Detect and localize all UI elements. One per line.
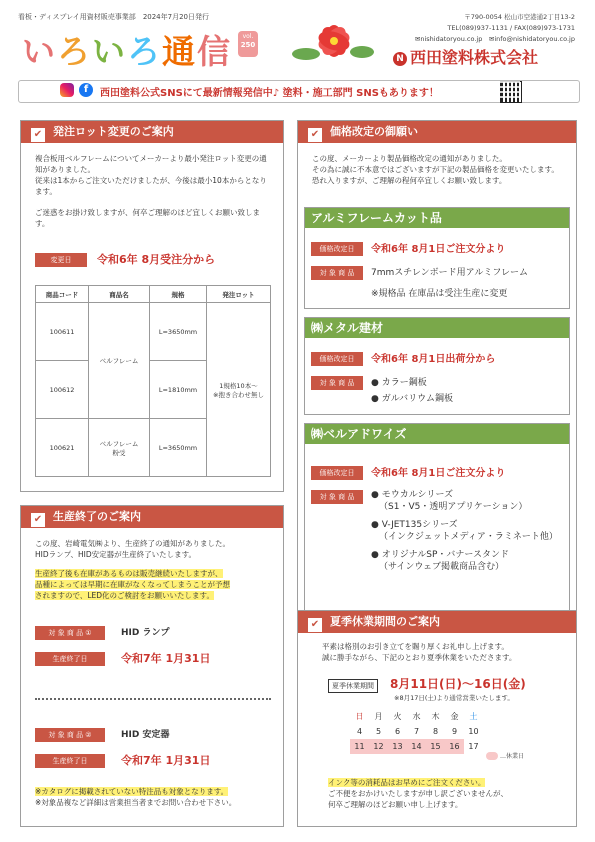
target-tag: 対 象 商 品 — [311, 490, 363, 504]
divider — [35, 698, 271, 700]
target-note: ※規格品 在庫品は受注生産に変更 — [371, 289, 508, 299]
end-date-2: 令和7年 1月31日 — [121, 754, 211, 767]
summer-closing-text: インク等の消耗品はお早めにご注文ください。 ご不便をおかけいたしますが申し訳ございませんが、 何卒ご理解のほどお願い申し上げます。 — [328, 778, 508, 809]
title-char: 通 — [162, 32, 197, 71]
section-metal-kenzai — [304, 317, 570, 415]
price-revision-header: ✔ 価格改定の御願い — [298, 121, 576, 143]
revision-date-tag: 価格改定日 — [311, 352, 363, 366]
section-title: ㈱メタル建材 — [305, 318, 569, 338]
change-date: 令和6年 8月受注分から — [97, 253, 216, 266]
instagram-icon[interactable] — [60, 83, 74, 97]
target-item: 7mmスチレンボード用アルミフレーム — [371, 268, 528, 278]
discontinue-header: ✔ 生産終了のご案内 — [21, 506, 283, 528]
price-revision-panel — [297, 120, 577, 617]
title-char: ろ — [57, 32, 92, 71]
check-icon: ✔ — [308, 128, 322, 142]
section-title: アルミフレームカット品 — [305, 208, 569, 228]
end-date-2-tag: 生産終了日 — [35, 754, 105, 768]
table-row: 100611 ベルフレーム L=3650mm 1規格10本～ ※抱き合わせ無し — [36, 303, 271, 361]
col-name: 商品名 — [89, 286, 150, 303]
sns-text: 西田塗料公式SNSにて最新情報発信中♪ 塗料・施工部門 SNSもあります！ — [100, 88, 439, 99]
target-item: ● モウカルシリーズ （S1・V5・透明アプリケーション） — [371, 490, 528, 512]
discontinue-panel — [20, 505, 284, 827]
target-tag: 対 象 商 品 — [311, 266, 363, 280]
discontinue-text: この度、岩崎電気㈱より、生産終了の通知がありました。 HIDランプ、HID安定器が生産終了いたします。 生産終了後も在庫があるものは販売継続いたしますが、 品種によっては早期に在庫がなくなってしまうことが予想 されますので、LED化のご検討をお願いいたします。 — [35, 539, 230, 600]
target-item-1: HID ランプ — [121, 628, 170, 638]
col-lot: 発注ロット — [207, 286, 271, 303]
holiday-calendar — [350, 709, 483, 754]
section-bell-adwise — [304, 423, 570, 611]
publisher-line: 看板・ディスプレイ用資材販売事業部 2024年7月20日発行 — [18, 13, 209, 21]
company-address: 〒790-0054 松山市空港通2丁目13-2 TEL(089)937-1131 / FAX(089)973-1731 ✉nishidatoryou.co.jp ✉info@nishidatoryou.co.jp — [414, 13, 575, 43]
end-date-1-tag: 生産終了日 — [35, 652, 105, 666]
discontinue-notes: ※カタログに掲載されていない特注品も対象となります。 ※対象品複など詳細は営業担当者までお問い合わせ下さい。 — [35, 787, 237, 807]
calendar-weekdays: 日 月 火 水 木 金 土 — [355, 712, 478, 721]
title-char: い — [92, 32, 127, 71]
title-char: ろ — [127, 32, 162, 71]
target-item-2: HID 安定器 — [121, 730, 170, 740]
calendar-week: 4 5 6 7 8 9 10 — [356, 727, 479, 736]
summer-holiday-text: 平素は格別のお引き立てを賜り厚くお礼申し上げます。 誠に勝手ながら、下記のとおり夏季休業をいたださます。 — [322, 642, 517, 662]
lot-table — [35, 285, 271, 477]
check-icon: ✔ — [31, 128, 45, 142]
period-tag: 夏季休業期間 — [328, 679, 378, 693]
period-note: ※8月17日(土)より通常営業いたします。 — [394, 694, 514, 702]
calendar-week: 11 12 13 14 15 16 17 — [350, 739, 483, 754]
newsletter-title — [22, 26, 232, 73]
table-header-row — [36, 286, 271, 303]
holiday-period: 8月11日(日)～16日(金) — [390, 677, 526, 691]
section-title: ㈱ベルアドワイズ — [305, 424, 569, 444]
volume-badge: vol. 250 — [238, 31, 258, 57]
col-code: 商品コード — [36, 286, 89, 303]
hibiscus-illustration — [292, 18, 374, 64]
target-item: ● オリジナルSP・バナースタンド （サインウェブ掲載商品含む） — [371, 550, 509, 572]
summer-holiday-header: ✔ 夏季休業期間のご案内 — [298, 611, 576, 633]
lot-change-text: 複合板用ベルフレームについてメーカーより最小発注ロット変更の通知がありました。 従来は1本からご注文いただけましたが、今後は最小10本からとなります。 ご迷惑をお掛け致しますが、何卒ご理解のほど宜しくお願い致します。 — [35, 154, 267, 228]
revision-date: 令和6年 8月1日出荷分から — [371, 354, 496, 365]
company-logo-icon: N — [393, 52, 407, 66]
lot-change-header: ✔ 発注ロット変更のご案内 — [21, 121, 283, 143]
revision-date-tag: 価格改定日 — [311, 466, 363, 480]
col-spec: 規格 — [150, 286, 207, 303]
target-item: ● V-JET135シリーズ （インクジェットメディア・ラミネート他） — [371, 520, 558, 542]
holiday-legend: …休業日 — [500, 753, 525, 760]
target-item: ● カラー鋼板 — [371, 378, 427, 388]
title-char: 信 — [197, 32, 232, 71]
end-date-1: 令和7年 1月31日 — [121, 652, 211, 665]
facebook-icon[interactable]: f — [79, 83, 93, 97]
holiday-legend-swatch — [486, 752, 498, 760]
target-item-2-tag: 対 象 商 品 ② — [35, 728, 105, 742]
company-name: N 西田塗料株式会社 — [393, 45, 538, 68]
section-aluminium-frame — [304, 207, 570, 309]
table-row: 100612 L=1810mm — [36, 361, 271, 419]
target-tag: 対 象 商 品 — [311, 376, 363, 390]
revision-date: 令和6年 8月1日ご注文分より — [371, 244, 506, 255]
check-icon: ✔ — [308, 618, 322, 632]
target-item-1-tag: 対 象 商 品 ① — [35, 626, 105, 640]
revision-date: 令和6年 8月1日ご注文分より — [371, 468, 506, 479]
target-item: ● ガルバリウム鋼板 — [371, 394, 453, 404]
price-revision-text: この度、メーカーより製品価格改定の通知がありました。 その為に誠に不本意ではございますが下記の製品価格を変更いたします。恐れ入りますが、ご理解の程何卒宜しくお願い致します。 — [312, 154, 559, 185]
check-icon: ✔ — [31, 513, 45, 527]
title-char: い — [22, 32, 57, 71]
summer-holiday-panel — [297, 610, 577, 827]
table-row: 100621 ベルフレーム 粉受 L=3650mm — [36, 419, 271, 477]
lot-change-panel — [20, 120, 284, 492]
revision-date-tag: 価格改定日 — [311, 242, 363, 256]
change-date-tag: 変更日 — [35, 253, 87, 267]
